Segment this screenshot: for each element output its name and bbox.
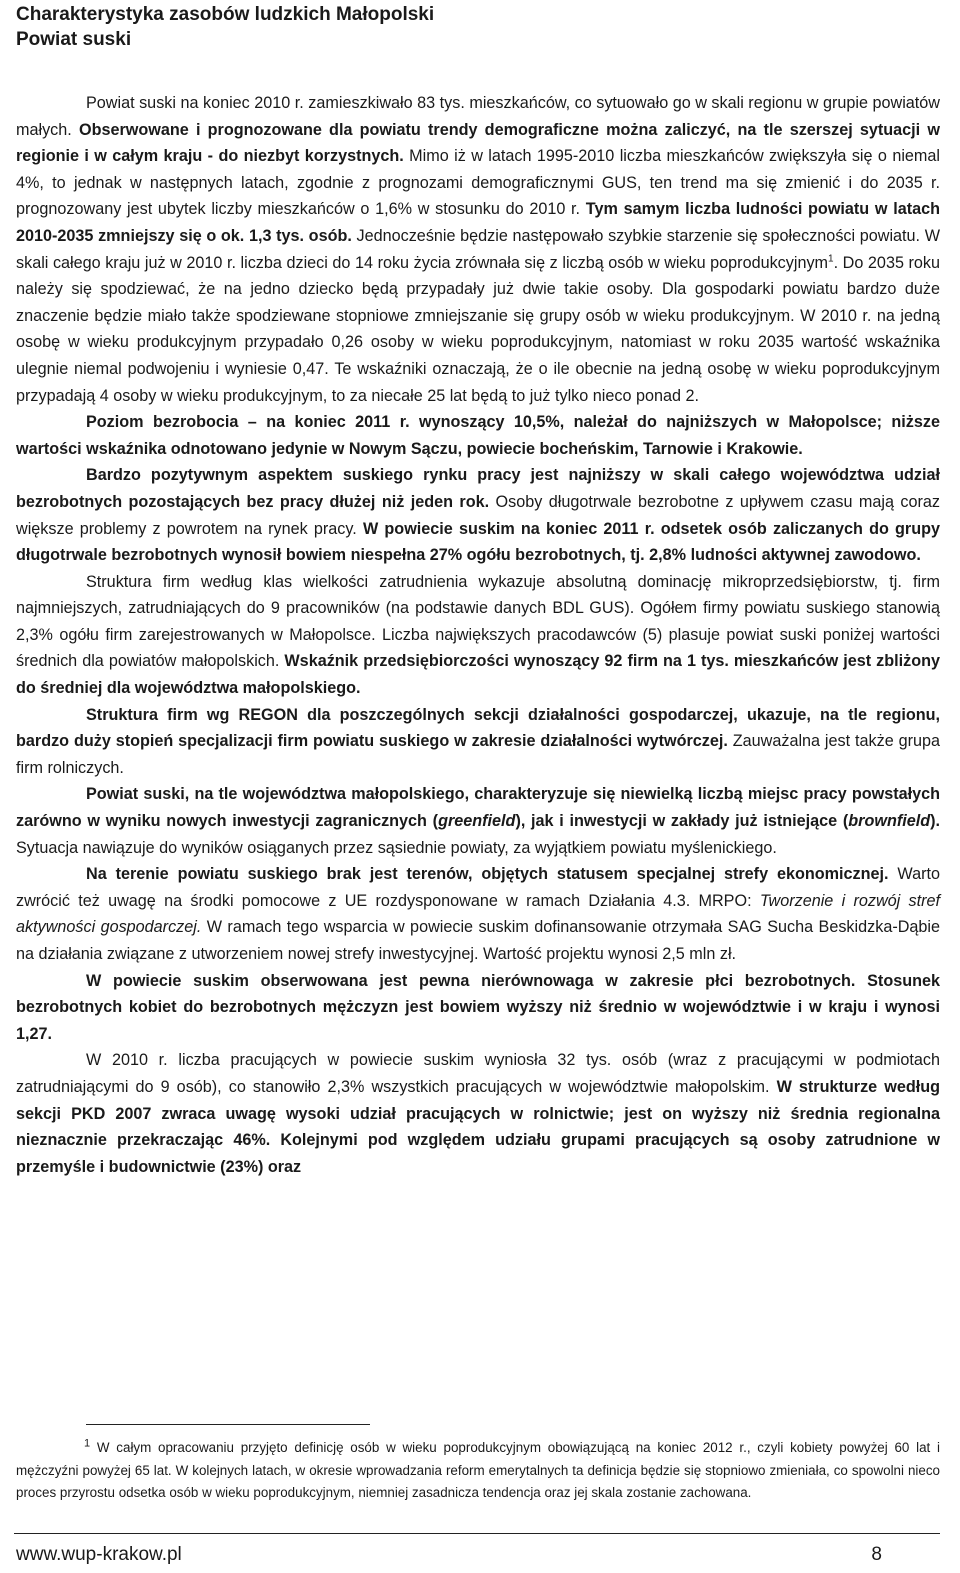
footnote-text: W całym opracowaniu przyjęto definicję osób w wieku poprodukcyjnym obowiązującą na koniec 2012 r., czyli kobiety powyżej 60 lat i mężczyźni powyżej 65 lat. W kolejnych latach, w okresie wprowadzania reform emerytalnych ta definicja będzie się stopniowo zmieniała, co spowolni nieco proces przyrostu odsetka osób w wieku poprodukcyjnym, niemniej zasadnicza tendencja oraz jej skala zostanie zachowana. (16, 1440, 940, 1500)
text-run: Warto zwrócić też uwagę na środki pomocowe z UE rozdysponowane w ramach Działania 4.3. MRPO: (16, 865, 940, 910)
text-run: Tym samym liczba ludności powiatu w latach 2010-2035 zmniejszy się o ok. 1,3 tys. osób. (16, 200, 940, 245)
document-subtitle: Powiat suski (16, 29, 132, 50)
text-run: . Do 2035 roku należy się spodziewać, że na jedno dziecko będą przypadały już dwie takie osoby. Dla gospodarki powiatu bardzo duże znaczenie będzie miało także spodziewane stopniowe zmniejszanie się grupy osób w wieku produkcyjnym. W 2010 r. na jedną osobę w wieku produkcyjnym przypadało 0,26 osoby w wieku poprodukcyjnym, natomiast w roku 2035 wartość wskaźnika ulegnie niemal podwojeniu i wyniesie 0,47. Te wskaźniki oznaczają, że o ile obecnie na jedną osobę w wieku poprodukcyjnym przypadają 4 osoby w wieku produkcyjnym, to za niecałe 25 lat będą to już tylko nieco ponad 2. (16, 253, 941, 405)
footnote-reference: 1 (828, 253, 834, 265)
text-run: Struktura firm według klas wielkości zatrudnienia wykazuje absolutną dominację mikroprzedsiębiorstw, tj. firm najmniejszych, zatrudniających do 9 pracowników (na podstawie danych BDL GUS). Ogółem firmy powiatu suskiego stanowią 2,3% ogółu firm zarejestrowanych w Małopolsce. Liczba największych pracodawców (5) plasuje powiat suski poniżej wartości średnich dla powiatów małopolskich. (16, 572, 940, 671)
paragraph-2 (16, 409, 940, 462)
page-number: 8 (871, 1544, 882, 1565)
text-run: W ramach tego wsparcia w powiecie suskim dofinansowanie otrzymała SAG Sucha Beskidzka-Dąbie na działania związane z utworzeniem nowej strefy inwestycyjnej. Wartość projektu wynosi 2,5 mln zł. (16, 918, 941, 963)
text-run: Powiat suski na koniec 2010 r. zamieszkiwało 83 tys. mieszkańców, co sytuowało go w skali regionu w grupie powiatów małych. (16, 94, 940, 139)
text-run: Struktura firm wg REGON dla poszczególnych sekcji działalności gospodarczej, ukazuje, na tle regionu, bardzo duży stopień specjalizacji firm powiatu suskiego w zakresie działalności wytwórczej. (16, 705, 940, 751)
footnote (16, 1437, 940, 1505)
text-run: W powiecie suskim obserwowana jest pewna nierównowaga w zakresie płci bezrobotnych. Stosunek bezrobotnych kobiet do bezrobotnych mężczyzn jest bowiem wyższy niż średnio w województwie i w kraju i wynosi 1,27. (16, 971, 940, 1043)
footnote-separator (86, 1424, 370, 1425)
text-run: Tworzenie i rozwój stref aktywności gospodarczej. (16, 891, 940, 937)
footer-separator (14, 1533, 940, 1534)
paragraph-6 (16, 781, 940, 861)
paragraph-9 (16, 1047, 940, 1180)
text-run: Jednocześnie będzie następowało szybkie starzenie się społeczności powiatu. W skali całego kraju już w 2010 r. liczba dzieci do 14 roku życia zrównała się z liczbą osób w wieku poprodukcyjnym (16, 226, 940, 272)
text-run: greenfield (438, 812, 516, 831)
body-text (16, 90, 940, 1180)
text-run: W powiecie suskim na koniec 2011 r. odsetek osób zaliczanych do grupy długotrwale bezrobotnych wynosił bowiem niespełna 27% ogółu bezrobotnych, tj. 2,8% ludności aktywnej zawodowo. (16, 519, 940, 565)
text-run: ). (930, 812, 941, 831)
footnote-marker: 1 (84, 1437, 91, 1450)
paragraph-4 (16, 569, 940, 702)
paragraph-5 (16, 702, 940, 782)
text-run: W 2010 r. liczba pracujących w powiecie suskim wyniosła 32 tys. osób (wraz z pracującymi w podmiotach zatrudniającymi do 9 osób), co stanowiło 2,3% wszystkich pracujących w województwie małopolskim. (16, 1051, 940, 1096)
text-run: Poziom bezrobocia – na koniec 2011 r. wynoszący 10,5%, należał do najniższych w Małopolsce; niższe wartości wskaźnika odnotowano jedynie w Nowym Sączu, powiecie bocheńskim, Tarnowie i Krakowie. (16, 413, 940, 458)
paragraph-8 (16, 968, 940, 1048)
text-run: Powiat suski, na tle województwa małopolskiego, charakteryzuje się niewielką liczbą miejsc pracy powstałych zarówno w wyniku nowych inwestycji zagranicznych ( (16, 785, 940, 831)
paragraph-3 (16, 462, 940, 568)
text-run: brownfield (848, 812, 931, 831)
text-run: Zauważalna jest także grupa firm rolniczych. (16, 732, 940, 777)
text-run: Wskaźnik przedsiębiorczości wynoszący 92 firm na 1 tys. mieszkańców jest zbliżony do średniej dla województwa małopolskiego. (16, 652, 941, 698)
paragraph-1 (16, 90, 940, 409)
document-title: Charakterystyka zasobów ludzkich Małopolski (16, 4, 435, 25)
page-header (16, 2, 946, 52)
footer-url: www.wup-krakow.pl (16, 1544, 182, 1565)
text-run: W strukturze według sekcji PKD 2007 zwraca uwagę wysoki udział pracujących w rolnictwie; jest on wyższy niż średnia regionalna nieznacznie przekraczając 46%. Kolejnymi pod względem udziału grupami pracujących są osoby zatrudnione w przemyśle i budownictwie (23%) oraz (16, 1077, 941, 1176)
text-run: Bardzo pozytywnym aspektem suskiego rynku pracy jest najniższy w skali całego województwa udział bezrobotnych pozostających bez pracy dłużej niż jeden rok. (16, 466, 940, 511)
text-run: Osoby długotrwale bezrobotne z upływem czasu mają coraz większe problemy z powrotem na rynek pracy. (16, 492, 940, 538)
text-run: Sytuacja nawiązuje do wyników osiąganych przez sąsiednie powiaty, za wyjątkiem powiatu myślenickiego. (16, 838, 777, 857)
paragraph-7 (16, 861, 940, 967)
text-run: Obserwowane i prognozowane dla powiatu trendy demograficzne można zaliczyć, na tle szerszej sytuacji w regionie i w całym kraju - do niezbyt korzystnych. (16, 120, 940, 166)
text-run: Mimo iż w latach 1995-2010 liczba mieszkańców zwiększyła się o niemal 4%, to jednak w następnych latach, zgodnie z prognozami demograficznymi GUS, ten trend ma się zmienić i do 2035 r. prognozowany jest ubytek liczby mieszkańców o 1,6% w stosunku do 2010 r. (16, 147, 940, 219)
text-run: Na terenie powiatu suskiego brak jest terenów, objętych statusem specjalnej strefy ekonomicznej. (86, 865, 889, 884)
text-run: ), jak i inwestycji w zakłady już istniejące ( (515, 812, 849, 831)
